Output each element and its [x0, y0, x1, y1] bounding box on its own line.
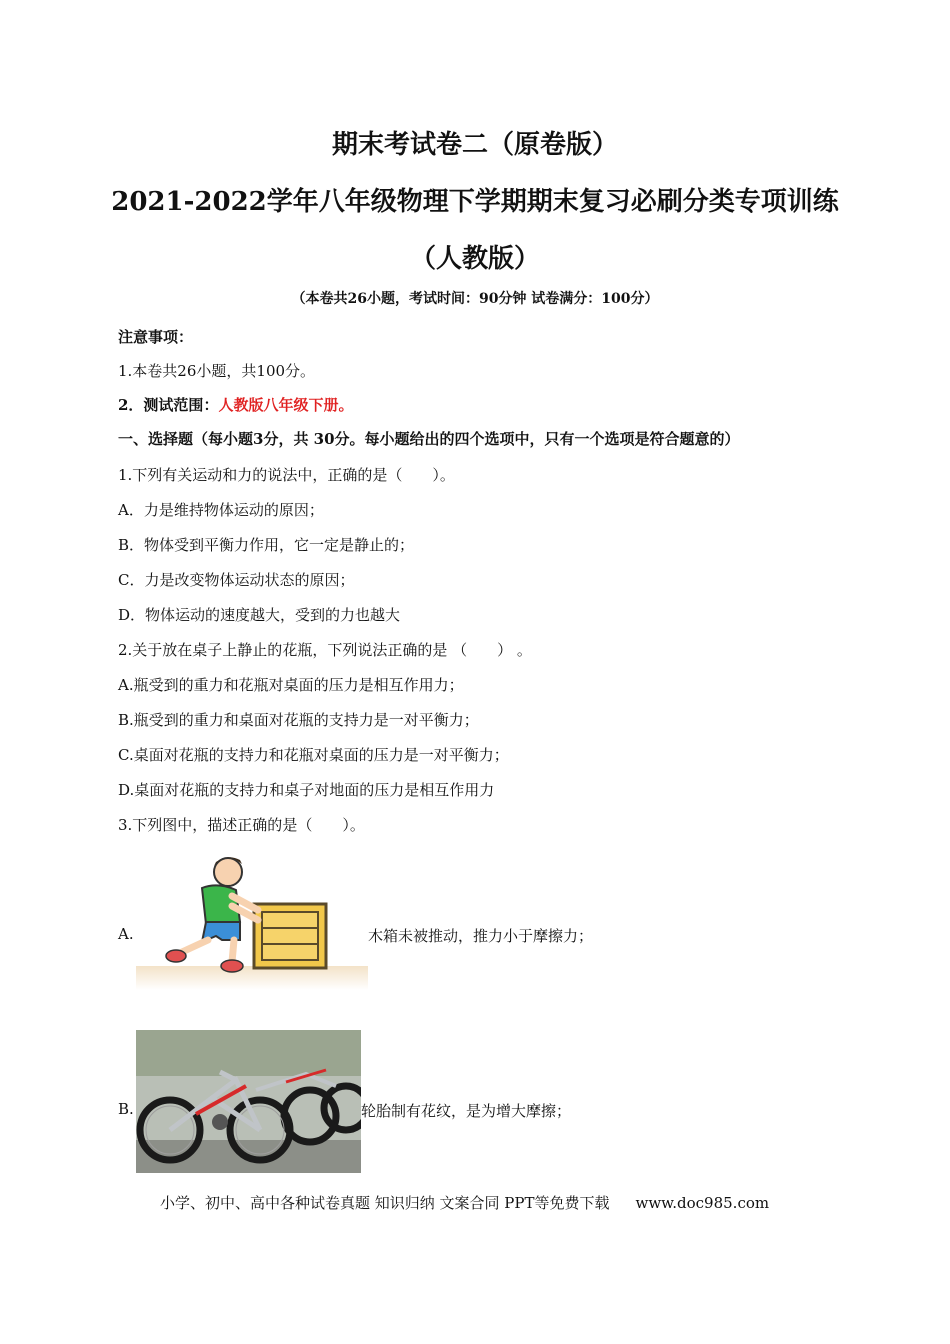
footer-url[interactable]: www.doc985.com [635, 1194, 770, 1212]
boy-pushing-box-image [136, 848, 368, 990]
question-3-option-b-text: 轮胎制有花纹，是为增大摩擦； [361, 1102, 572, 1120]
section-1-heading: 一、选择题（每小题3分，共 30分。每小题给出的四个选项中，只有一个选项是符合题意的） [118, 430, 740, 448]
title-line-2: 2021-2022学年八年级物理下学期期末复习必刷分类专项训练 [111, 187, 839, 217]
question-2-option-a: A.瓶受到的重力和花瓶对桌面的压力是相互作用力； [118, 676, 464, 694]
question-1-option-a: A．力是维持物体运动的原因； [118, 501, 324, 519]
bicycles-photo [136, 1030, 361, 1173]
note-1: 1.本卷共26小题，共100分。 [118, 362, 316, 380]
exam-info: （本卷共26小题，考试时间：90分钟 试卷满分：100分） [291, 291, 659, 307]
note-2-scope: 人教版八年级下册。 [218, 396, 354, 414]
boy-pushing-box-illustration [136, 848, 368, 990]
note-2-prefix: 2．测试范围： [118, 396, 219, 414]
notes-heading: 注意事项： [118, 328, 194, 346]
question-3-stem: 3.下列图中，描述正确的是（ ）。 [118, 816, 365, 834]
title-line-3: （人教版） [409, 244, 540, 274]
question-2-stem: 2.关于放在桌子上静止的花瓶，下列说法正确的是 （ ） 。 [118, 641, 532, 659]
question-2-option-c: C.桌面对花瓶的支持力和花瓶对桌面的压力是一对平衡力； [118, 746, 509, 764]
question-1-option-c: C．力是改变物体运动状态的原因； [118, 571, 355, 589]
question-3-option-a-label: A. [118, 925, 134, 943]
footer [160, 1192, 769, 1213]
title-line-1: 期末考试卷二（原卷版） [331, 130, 618, 160]
question-2-option-d: D.桌面对花瓶的支持力和桌子对地面的压力是相互作用力 [118, 781, 495, 799]
question-1-option-d: D．物体运动的速度越大，受到的力也越大 [118, 606, 401, 624]
question-2-option-b: B.瓶受到的重力和桌面对花瓶的支持力是一对平衡力； [118, 711, 479, 729]
question-3-option-b-label: B. [118, 1100, 134, 1118]
footer-text: 小学、初中、高中各种试卷真题 知识归纳 文案合同 PPT等免费下载 [160, 1194, 610, 1212]
question-3-option-a-text: 木箱未被推动，推力小于摩擦力； [368, 927, 594, 945]
note-2 [118, 394, 353, 415]
question-1-stem: 1.下列有关运动和力的说法中，正确的是（ ）。 [118, 466, 455, 484]
question-1-option-b: B．物体受到平衡力作用，它一定是静止的； [118, 536, 415, 554]
bicycles-illustration [136, 1030, 361, 1173]
